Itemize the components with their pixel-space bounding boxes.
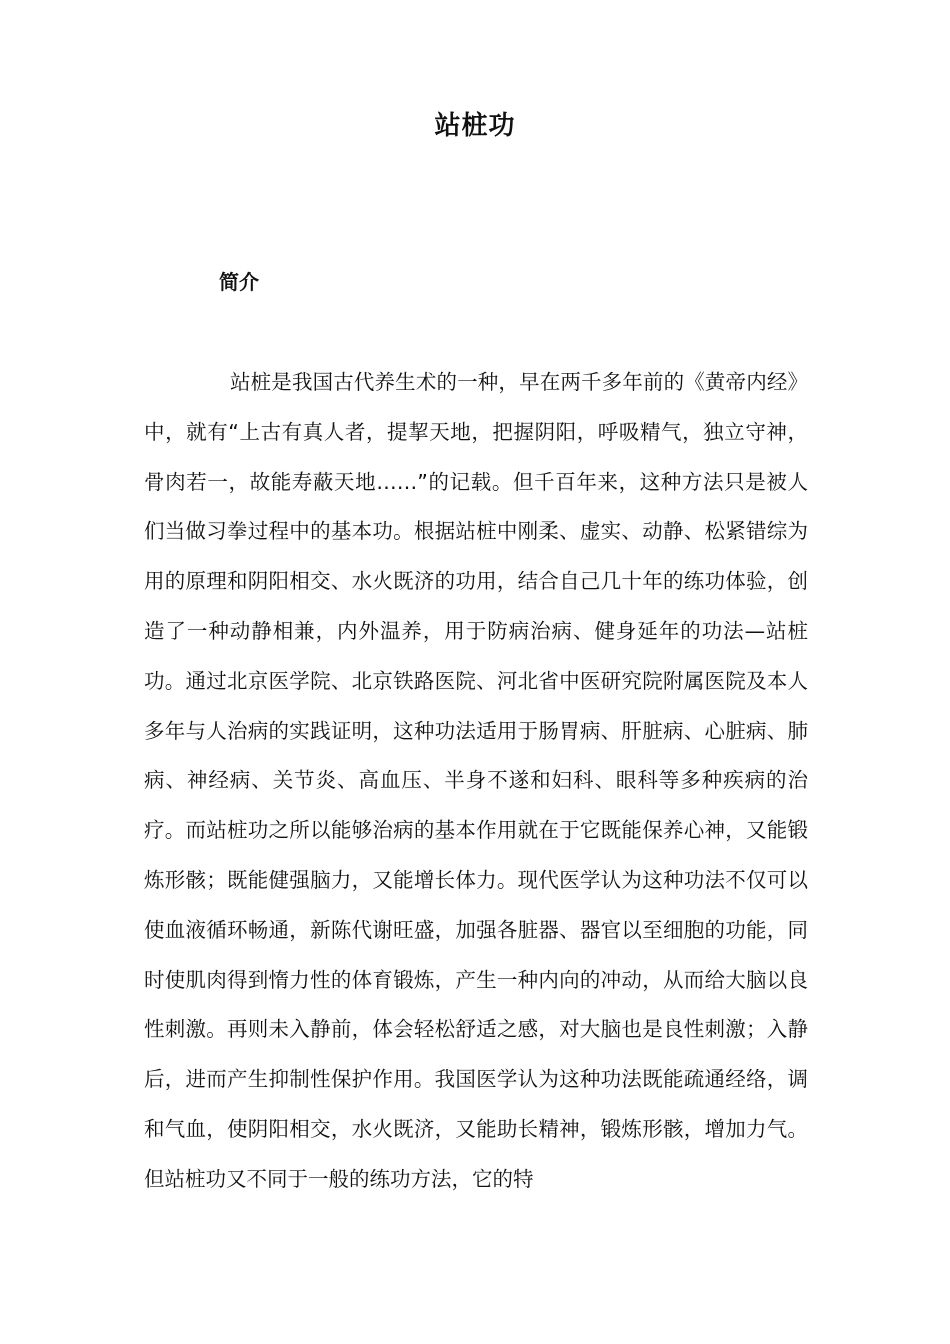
body-paragraph: 站桩是我国古代养生术的一种，早在两千多年前的《黄帝内经》中，就有“上古有真人者，提挈天地，把握阴阳，呼吸精气，独立守神，骨肉若一，故能寿蔽天地……”的记载。但千百年来，这种方法只是被人们当做习拳过程中的基本功。根据站桩中刚柔、虚实、动静、松紧错综为用的原理和阴阳相交、水火既济的功用，结合自己几十年的练功体验，创造了一种动静相兼，内外温养，用于防病治病、健身延年的功法—站桩功。通过北京医学院、北京铁路医院、河北省中医研究院附属医院及本人多年与人治病的实践证明，这种功法适用于肠胃病、肝脏病、心脏病、肺病、神经病、关节炎、高血压、半身不遂和妇科、眼科等多种疾病的治疗。而站桩功之所以能够治病的基本作用就在于它既能保养心神，又能锻炼形骸；既能健强脑力，又能增长体力。现代医学认为这种功法不仅可以使血液循环畅通，新陈代谢旺盛，加强各脏器、器官以至细胞的功能，同时使肌肉得到惰力性的体育锻炼，产生一种内向的冲动，从而给大脑以良性刺激。再则未入静前，体会轻松舒适之感，对大脑也是良性刺激；入静后，进而产生抑制性保护作用。我国医学认为这种功法既能疏通经络，调和气血，使阴阳相交，水火既济，又能助长精神，锻炼形骸，增加力气。但站桩功又不同于一般的练功方法，它的特 — [144, 370, 808, 1191]
document-title: 站桩功 — [434, 111, 516, 141]
section-heading: 简介 — [219, 270, 259, 294]
